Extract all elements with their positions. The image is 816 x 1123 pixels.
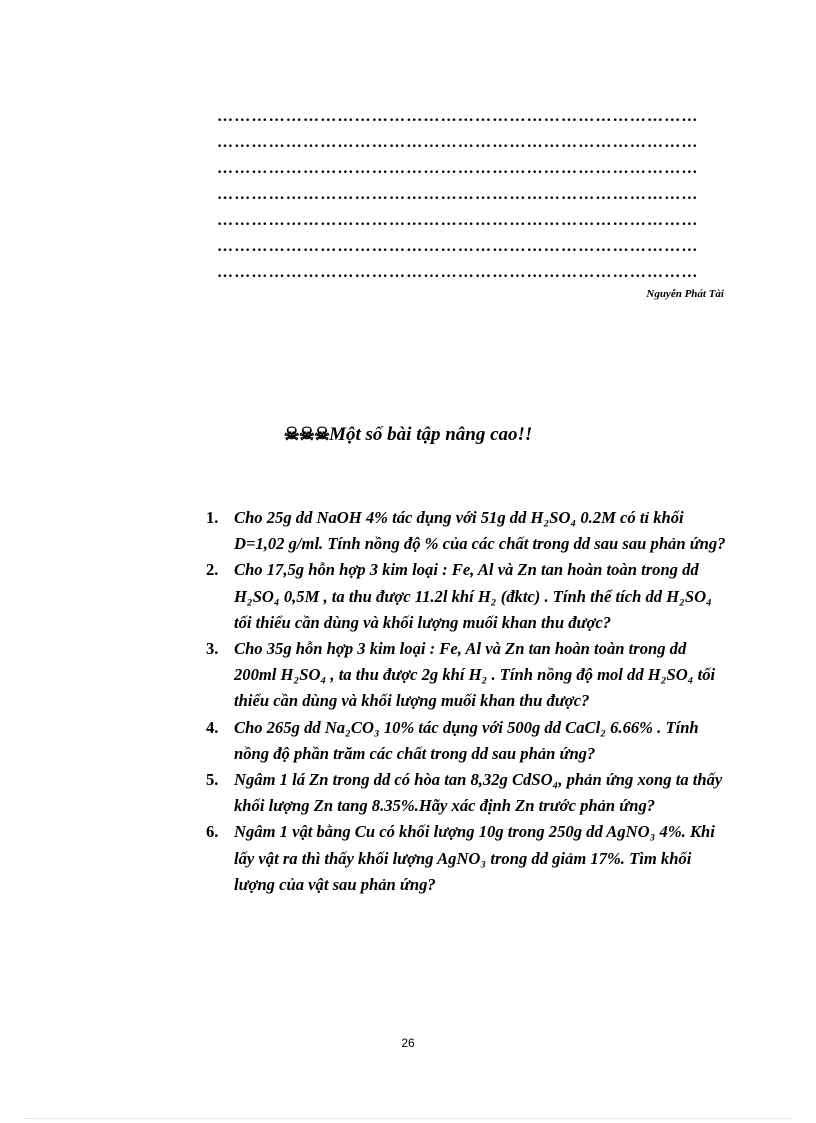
footer-divider (24, 1118, 792, 1119)
answer-line: ………………………………………………………………………… (217, 134, 699, 151)
section-heading-text: Một số bài tập nâng cao!! (329, 424, 533, 445)
list-item (206, 819, 726, 898)
problem-text: Ngâm 1 vật bằng Cu có khối lượng 10g trong 250g dd AgNO₃ 4%. Khi lấy vật ra thì thấy khối lượng AgNO₃ trong dd giảm 17%. Tìm khối lượng của vật sau phản ứng? (234, 822, 715, 894)
section-heading (200, 424, 616, 446)
list-item (206, 505, 726, 557)
author-name: Nguyễn Phát Tài (646, 288, 724, 300)
problem-text: Cho 17,5g hỗn hợp 3 kim loại : Fe, Al và Zn tan hoàn toàn trong dd H₂SO₄ 0,5M , ta thu được 11.2l khí H₂ (đktc) . Tính thể tích dd H₂SO₄ tối thiểu cần dùng và khối lượng muối khan thu được? (234, 560, 712, 632)
answer-line: ………………………………………………………………………… (217, 186, 699, 203)
problem-text: Cho 35g hỗn hợp 3 kim loại : Fe, Al và Zn tan hoàn toàn trong dd 200ml H₂SO₄ , ta thu được 2g khí H₂ . Tính nồng độ mol dd H₂SO₄ tối thiểu cần dùng và khối lượng muối khan thu được? (234, 639, 716, 711)
problem-text: Cho 25g dd NaOH 4% tác dụng với 51g dd H₂SO₄ 0.2M có tỉ khối D=1,02 g/ml. Tính nồng độ % của các chất trong dd sau sau phản ứng? (234, 508, 726, 554)
skull-icon: ☠☠☠ (283, 424, 330, 444)
problem-text: Ngâm 1 lá Zn trong dd có hòa tan 8,32g CdSO₄, phản ứng xong ta thấy khối lượng Zn tang 8.35%.Hãy xác định Zn trước phản ứng? (234, 770, 723, 816)
problem-number: 1 . (206, 505, 218, 531)
list-item (206, 636, 726, 715)
answer-line: ………………………………………………………………………… (217, 160, 699, 177)
list-item (206, 715, 726, 767)
problem-number: 3 . (206, 636, 218, 662)
page-number: 26 (401, 1036, 415, 1050)
problem-number: 4 . (206, 715, 218, 741)
problem-text: Cho 265g dd Na₂CO₃ 10% tác dụng với 500g dd CaCl₂ 6.66% . Tính nồng độ phần trăm các chất trong dd sau phản ứng? (234, 717, 699, 763)
answer-line: ………………………………………………………………………… (217, 264, 699, 281)
problem-list (206, 505, 726, 898)
problem-number: 2 . (206, 557, 218, 583)
answer-line: ………………………………………………………………………… (217, 238, 699, 255)
list-item (206, 557, 726, 636)
list-item (206, 767, 726, 819)
answer-line: ………………………………………………………………………… (217, 108, 699, 125)
problem-number: 6 . (206, 819, 218, 845)
problem-number: 5 . (206, 767, 218, 793)
answer-line: ………………………………………………………………………… (217, 212, 699, 229)
